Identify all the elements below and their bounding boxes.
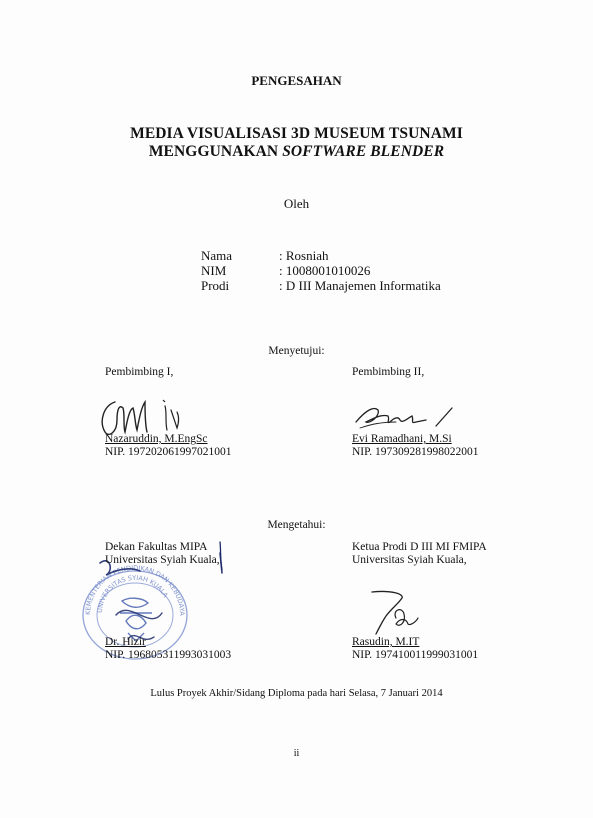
page-heading: PENGESAHAN bbox=[251, 73, 342, 88]
advisor2-name: Evi Ramadhani, M.Si bbox=[352, 433, 452, 445]
author-prodi-label: Prodi bbox=[201, 278, 230, 293]
advisor1-role: Pembimbing I, bbox=[105, 366, 174, 378]
advisor2-signature bbox=[352, 400, 462, 434]
page-number: ii bbox=[293, 748, 300, 759]
stamp-text-inner: UNIVERSITAS SYIAH KUALA bbox=[95, 573, 170, 614]
head-of-program-signature bbox=[366, 588, 430, 638]
dean-name: Dr. Hizir bbox=[105, 636, 146, 648]
dean-nip: NIP. 196805311993031003 bbox=[105, 649, 232, 661]
head-of-program-role-line1: Ketua Prodi D III MI FMIPA bbox=[352, 541, 487, 553]
document-title-italic: SOFTWARE BLENDER bbox=[282, 143, 445, 160]
dean-role-line1: Dekan Fakultas MIPA bbox=[105, 541, 208, 553]
dean-role-line2: Universitas Syiah Kuala, bbox=[105, 554, 220, 566]
author-name-value: : Rosniah bbox=[279, 248, 329, 263]
approval-heading: Menyetujui: bbox=[268, 345, 325, 357]
author-name-label: Nama bbox=[201, 248, 233, 263]
advisor1-nip: NIP. 197202061997021001 bbox=[105, 446, 232, 458]
author-nim-value: : 1008001010026 bbox=[279, 263, 371, 278]
advisor2-role: Pembimbing II, bbox=[352, 366, 425, 378]
advisor1-name: Nazaruddin, M.EngSc bbox=[105, 433, 208, 445]
head-of-program-role-line2: Universitas Syiah Kuala, bbox=[352, 554, 467, 566]
acknowledgement-heading: Mengetahui: bbox=[267, 519, 326, 531]
head-of-program-name: Rasudin, M.IT bbox=[352, 636, 420, 648]
author-nim-label: NIM bbox=[201, 263, 227, 278]
stamp-text-outer: KEMENTERIAN PENDIDIKAN DAN KEBUDAYAAN bbox=[67, 547, 187, 617]
advisor2-nip: NIP. 197309281998022001 bbox=[352, 446, 479, 458]
author-prodi-value: : D III Manajemen Informatika bbox=[279, 278, 441, 293]
graduation-note: Lulus Proyek Akhir/Sidang Diploma pada hari Selasa, 7 Januari 2014 bbox=[150, 688, 443, 699]
document-title-line2 bbox=[0, 143, 593, 161]
stamp-emblem bbox=[120, 598, 152, 641]
head-of-program-nip: NIP. 197410011999031001 bbox=[352, 649, 479, 661]
by-label: Oleh bbox=[283, 196, 310, 211]
document-title-prefix: MENGGUNAKAN bbox=[148, 143, 283, 160]
document-title-line1: MEDIA VISUALISASI 3D MUSEUM TSUNAMI bbox=[130, 125, 463, 142]
